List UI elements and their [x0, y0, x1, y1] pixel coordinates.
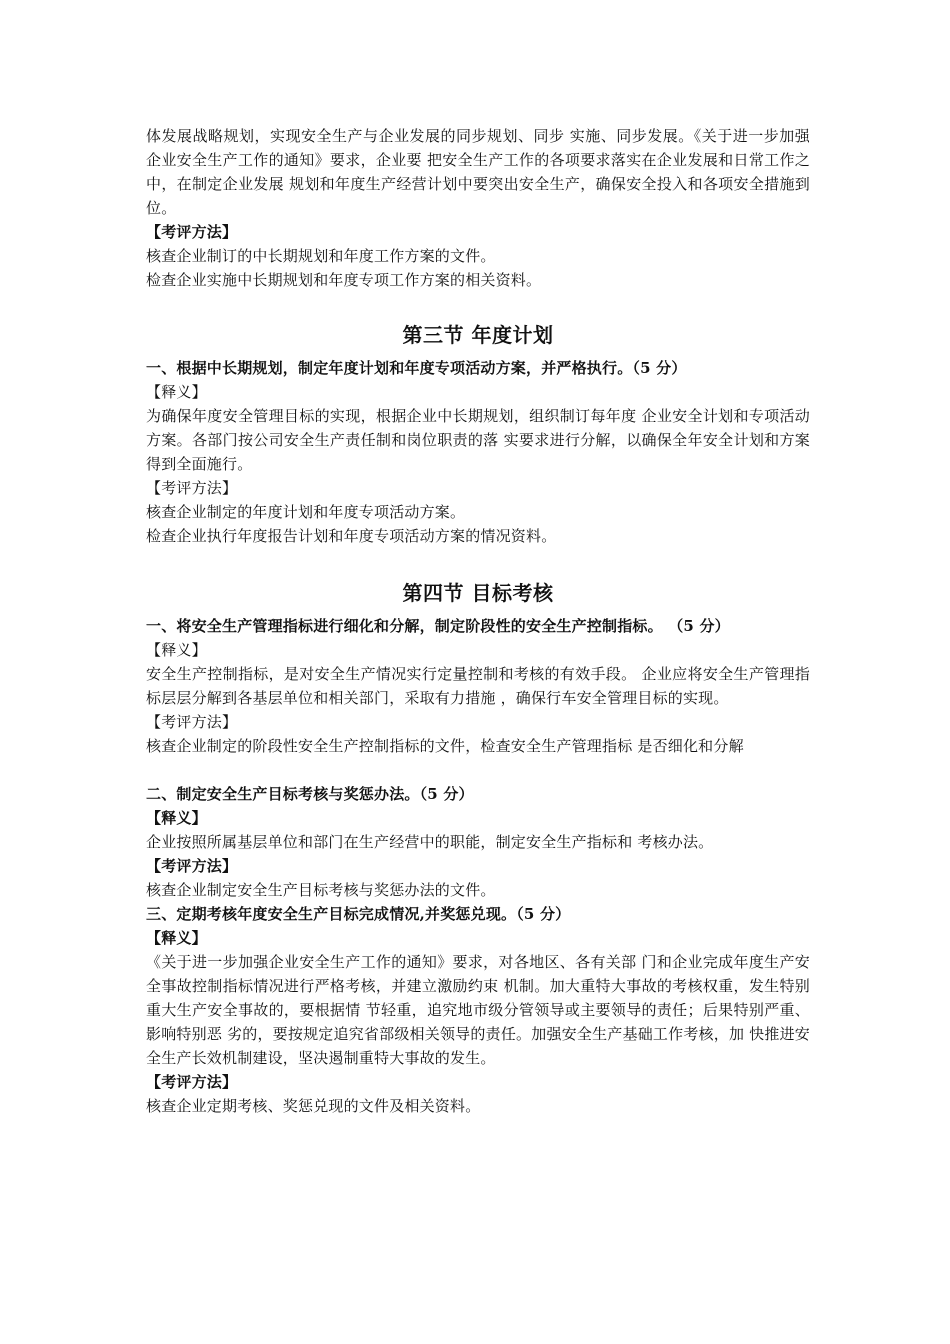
section-three-title: 第三节 年度计划 — [402, 323, 554, 347]
section-three-item-one-heading: 一、根据中长期规划，制定年度计划和年度专项活动方案，并严格执行。（5 分） — [146, 359, 687, 377]
section-three-method-line: 检查企业执行年度报告计划和年度专项活动方案的情况资料。 — [146, 527, 557, 545]
section-three-explain-text: 为确保年度安全管理目标的实现，根据企业中长期规划，组织制订每年度 企业安全计划和专项活动方案。各部门按公司安全生产责任制和岗位职责的落 实要求进行分解，以确保全年安全计划和方案得到全面施行。 — [146, 407, 810, 473]
section-four-item-two-method-label: 【考评方法】 — [146, 857, 238, 875]
section-four-item-one-explain-label: 【释义】 — [146, 641, 207, 659]
section-three-explain-label: 【释义】 — [146, 383, 207, 401]
section-four-title: 第四节 目标考核 — [402, 581, 554, 605]
section-four-item-three-heading: 三、定期考核年度安全生产目标完成情况,并奖惩兑现。（5 分） — [146, 905, 571, 923]
section-four-item-three-method-label: 【考评方法】 — [146, 1073, 238, 1091]
section-four-item-three-explain-label: 【释义】 — [146, 929, 207, 947]
section-four-item-two-explain-label: 【释义】 — [146, 809, 207, 827]
intro-method-label: 【考评方法】 — [146, 223, 238, 241]
section-four-item-one-explain-text: 安全生产控制指标，是对安全生产情况实行定量控制和考核的有效手段。 企业应将安全生产管理指标层层分解到各基层单位和相关部门，采取有力措施 ，确保行车安全管理目标的实现。 — [146, 665, 810, 707]
blank-line — [146, 758, 810, 782]
section-four-item-one-method-label: 【考评方法】 — [146, 713, 238, 731]
section-four-item-one-heading: 一、将安全生产管理指标进行细化和分解，制定阶段性的安全生产控制指标。 （5 分） — [146, 617, 730, 635]
section-four-item-three-method-text: 核查企业定期考核、奖惩兑现的文件及相关资料。 — [146, 1097, 481, 1115]
section-four-item-one-method-text: 核查企业制定的阶段性安全生产控制指标的文件，检查安全生产管理指标 是否细化和分解 — [146, 737, 744, 755]
intro-paragraph: 体发展战略规划，实现安全生产与企业发展的同步规划、同步 实施、同步发展。《关于进一步加强企业安全生产工作的通知》要求，企业要 把安全生产工作的各项要求落实在企业发展和日常工作之中，在制定企业发展 规划和年度生产经营计划中要突出安全生产，确保安全投入和各项安全措施到 位。 — [146, 127, 810, 217]
section-four-item-two-method-text: 核查企业制定安全生产目标考核与奖惩办法的文件。 — [146, 881, 496, 899]
document-page — [146, 124, 810, 1118]
section-four-item-two-heading: 二、制定安全生产目标考核与奖惩办法。（5 分） — [146, 785, 474, 803]
intro-method-line: 核查企业制订的中长期规划和年度工作方案的文件。 — [146, 247, 496, 265]
intro-method-line: 检查企业实施中长期规划和年度专项工作方案的相关资料。 — [146, 271, 542, 289]
section-three-method-line: 核查企业制定的年度计划和年度专项活动方案。 — [146, 503, 466, 521]
section-four-item-two-explain-text: 企业按照所属基层单位和部门在生产经营中的职能，制定安全生产指标和 考核办法。 — [146, 833, 714, 851]
section-four-item-three-explain-text: 《关于进一步加强企业安全生产工作的通知》要求，对各地区、各有关部 门和企业完成年度生产安全事故控制指标情况进行严格考核，并建立激励约束 机制。加大重特大事故的考核权重，发生特别重大生产安全事故的，要根据情 节轻重，追究地市级分管领导或主要领导的责任；后果特别严重、影响特别恶 劣的，要按规定追究省部级相关领导的责任。加强安全生产基础工作考核，加 快推进安全生产长效机制建设，坚决遏制重特大事故的发生。 — [146, 953, 810, 1067]
section-three-method-label: 【考评方法】 — [146, 479, 238, 497]
